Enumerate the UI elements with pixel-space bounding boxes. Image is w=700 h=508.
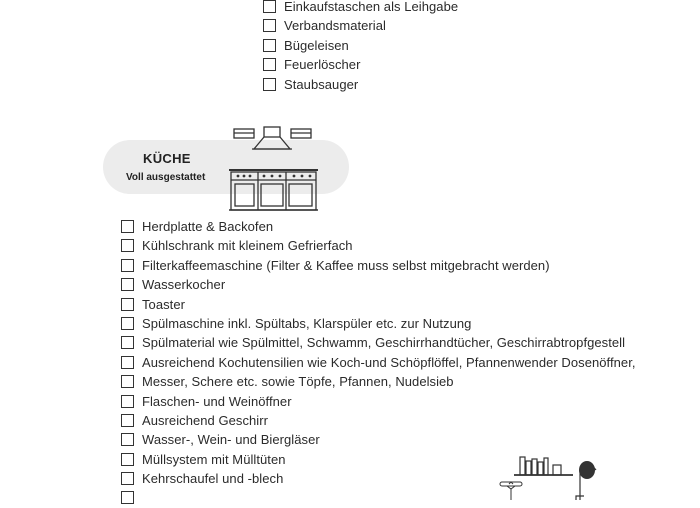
item-label: Staubsauger	[284, 76, 359, 92]
item-label: Flaschen- und Weinöffner	[142, 393, 292, 409]
checkbox[interactable]	[263, 39, 276, 52]
item-label: Messer, Schere etc. sowie Töpfe, Pfannen, Nudelsieb	[142, 374, 454, 390]
checkbox[interactable]	[121, 220, 134, 233]
checkbox[interactable]	[121, 278, 134, 291]
item-label: Wasser-, Wein- und Biergläser	[142, 432, 320, 448]
list-item[interactable]	[263, 75, 458, 94]
kitchen-illustration-icon	[226, 124, 321, 216]
list-item[interactable]	[121, 372, 636, 391]
item-label: Bügeleisen	[284, 37, 349, 53]
checkbox[interactable]	[263, 58, 276, 71]
checkbox[interactable]	[121, 259, 134, 272]
item-label: Ausreichend Kochutensilien wie Koch-und Schöpflöffel, Pfannenwender Dosenöffner,	[142, 354, 636, 370]
list-item[interactable]	[121, 353, 636, 372]
checkbox[interactable]	[121, 453, 134, 466]
checkbox[interactable]	[121, 472, 134, 485]
item-label: Kehrschaufel und -blech	[142, 471, 284, 487]
list-item[interactable]	[263, 16, 458, 35]
item-label: Müllsystem mit Mülltüten	[142, 451, 286, 467]
item-label: Filterkaffeemaschine (Filter & Kaffee muss selbst mitgebracht werden)	[142, 257, 550, 273]
checkbox[interactable]	[121, 298, 134, 311]
list-item[interactable]	[263, 0, 458, 16]
item-label: Einkaufstaschen als Leihgabe	[284, 0, 459, 14]
checkbox[interactable]	[121, 414, 134, 427]
item-label: Verbandsmaterial	[284, 18, 386, 34]
checkbox[interactable]	[121, 239, 134, 252]
section-title: KÜCHE	[143, 151, 191, 166]
checkbox[interactable]	[121, 356, 134, 369]
item-label: Ausreichend Geschirr	[142, 412, 268, 428]
shelf-and-lamp-illustration-icon	[498, 448, 638, 500]
household-checklist	[263, 0, 458, 94]
item-label: Herdplatte & Backofen	[142, 219, 274, 234]
checkbox[interactable]	[263, 78, 276, 91]
checkbox[interactable]	[121, 317, 134, 330]
checkbox[interactable]	[263, 19, 276, 32]
list-item[interactable]	[263, 55, 458, 74]
checkbox[interactable]	[121, 375, 134, 388]
list-item[interactable]	[121, 314, 636, 333]
list-item[interactable]	[121, 256, 636, 275]
list-item[interactable]	[121, 430, 636, 449]
item-label: Spülmaterial wie Spülmittel, Schwamm, Geschirrhandtücher, Geschirrabtropfgestell	[142, 335, 626, 351]
item-label: Spülmaschine inkl. Spültabs, Klarspüler etc. zur Nutzung	[142, 315, 472, 331]
list-item[interactable]	[121, 411, 636, 430]
item-label: Feuerlöscher	[284, 57, 361, 73]
checkbox[interactable]	[121, 433, 134, 446]
checkbox[interactable]	[121, 336, 134, 349]
list-item[interactable]	[121, 295, 636, 314]
checkbox[interactable]	[121, 395, 134, 408]
list-item[interactable]	[121, 333, 636, 352]
list-item[interactable]	[121, 217, 636, 236]
list-item[interactable]	[121, 275, 636, 294]
checkbox[interactable]	[121, 491, 134, 504]
item-label: Toaster	[142, 296, 185, 312]
list-item[interactable]	[121, 236, 636, 255]
list-item[interactable]	[121, 392, 636, 411]
checkbox[interactable]	[263, 0, 276, 13]
section-subtitle: Voll ausgestattet	[126, 172, 206, 183]
item-label: Kühlschrank mit kleinem Gefrierfach	[142, 238, 353, 254]
item-label: Wasserkocher	[142, 277, 226, 293]
list-item[interactable]	[263, 36, 458, 55]
